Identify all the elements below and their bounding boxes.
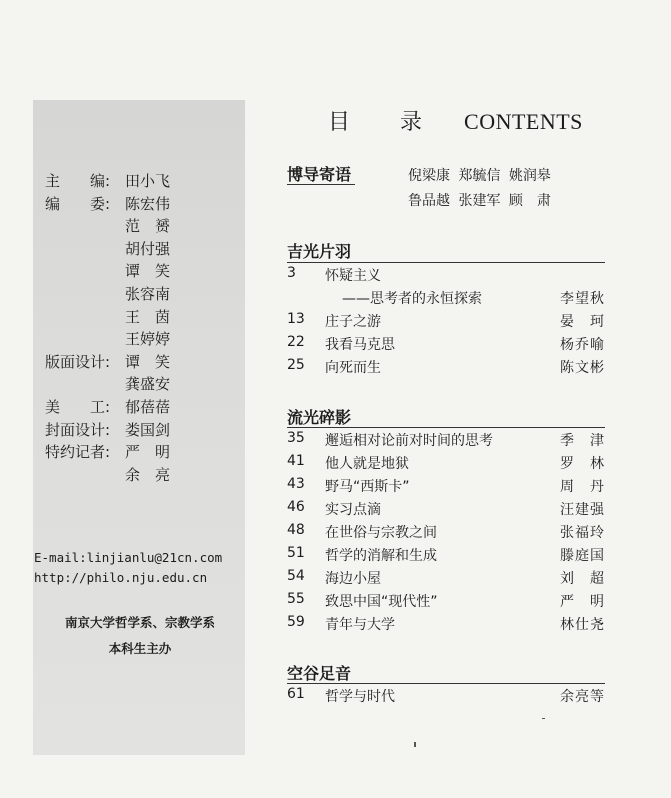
staff-name: 田小飞 <box>125 172 171 190</box>
page-title <box>328 105 583 136</box>
organizer-line-2: 本科生主办 <box>108 641 172 656</box>
toc-page: 61 <box>287 686 305 702</box>
toc-item <box>287 334 605 356</box>
toc-item <box>287 476 605 498</box>
scan-speck <box>414 742 416 747</box>
toc-author: 张福玲 <box>560 525 605 541</box>
staff-role: 主 编: <box>45 172 111 190</box>
toc-author: 杨乔喻 <box>560 337 605 353</box>
staff-name: 余 亮 <box>125 465 171 484</box>
toc-title: 向死而生 <box>325 360 381 376</box>
staff-name: 范 赟 <box>125 217 171 236</box>
toc-item <box>287 265 605 287</box>
staff-name: 严 明 <box>125 443 171 462</box>
section-rule <box>287 262 605 263</box>
toc-title: 实习点滴 <box>325 502 381 518</box>
staff-row <box>45 193 170 216</box>
section-title-konggu: 空谷足音 <box>287 664 352 683</box>
toc-page: 48 <box>287 522 305 538</box>
toc-author: 余亮等 <box>560 689 605 705</box>
staff-row <box>45 238 170 261</box>
staff-row <box>45 260 170 283</box>
title-zh-2: 录 <box>400 110 423 135</box>
toc-author: 严 明 <box>560 594 605 610</box>
toc-page: 25 <box>287 357 305 373</box>
toc-page: 22 <box>287 334 305 350</box>
staff-row <box>45 283 170 306</box>
toc-title: 他人就是地狱 <box>325 456 409 472</box>
toc-title: 野马“西斯卡” <box>325 479 410 495</box>
toc-item <box>287 453 605 475</box>
staff-role <box>45 464 125 487</box>
toc-author: 刘 超 <box>560 571 605 587</box>
toc-item <box>287 430 605 452</box>
toc-author: 季 津 <box>560 433 605 449</box>
staff-name: 谭 笑 <box>125 352 171 371</box>
section-title-liuguang: 流光碎影 <box>287 408 352 427</box>
staff-row <box>45 464 170 487</box>
staff-name: 张容南 <box>125 284 171 303</box>
toc-page: 59 <box>287 614 305 630</box>
toc-author: 罗 林 <box>560 456 605 472</box>
toc-item <box>287 288 605 310</box>
toc-item <box>287 357 605 379</box>
staff-name: 王 茵 <box>125 307 171 326</box>
staff-row <box>45 351 170 374</box>
toc-title: 哲学与时代 <box>325 689 395 705</box>
toc-title: 怀疑主义 <box>325 268 381 284</box>
staff-row <box>45 396 170 419</box>
staff-row <box>45 215 170 238</box>
website-text: http://philo.nju.edu.cn <box>34 570 208 585</box>
staff-row <box>45 306 170 329</box>
section-rule <box>287 427 605 428</box>
staff-list <box>45 170 170 486</box>
toc-page: 46 <box>287 499 305 515</box>
toc-subtitle: ——思考者的永恒探索 <box>342 291 482 307</box>
toc-author: 滕庭国 <box>560 548 605 564</box>
toc-item <box>287 568 605 590</box>
toc-page: 55 <box>287 591 305 607</box>
staff-role <box>45 260 125 283</box>
staff-role: 特约记者: <box>45 443 111 462</box>
toc-item <box>287 522 605 544</box>
staff-role <box>45 238 125 261</box>
staff-row <box>45 419 170 442</box>
staff-role <box>45 283 125 306</box>
toc-author: 李望秋 <box>560 291 605 307</box>
staff-role: 封面设计: <box>45 420 111 439</box>
staff-role <box>45 215 125 238</box>
toc-title: 青年与大学 <box>325 617 395 633</box>
toc-title: 庄子之游 <box>325 314 381 330</box>
toc-title: 致思中国“现代性” <box>325 594 438 610</box>
staff-name: 郁蓓蓓 <box>125 397 171 416</box>
section-rule <box>287 683 605 684</box>
toc-page: 35 <box>287 430 305 446</box>
staff-name: 王婷婷 <box>125 330 171 349</box>
toc-title: 我看马克思 <box>325 337 395 353</box>
toc-item <box>287 545 605 567</box>
toc-item <box>287 686 605 708</box>
staff-row <box>45 328 170 351</box>
toc-item <box>287 499 605 521</box>
toc-page: 43 <box>287 476 305 492</box>
toc-title: 邂逅相对论前对时间的思考 <box>325 433 493 449</box>
staff-name: 娄国剑 <box>125 420 171 439</box>
staff-row <box>45 373 170 396</box>
section-title-guest: 博导寄语 <box>287 165 352 184</box>
staff-role <box>45 328 125 351</box>
staff-role: 编 委: <box>45 194 111 213</box>
guest-names-line-1: 倪梁康 郑毓信 姚润皋 <box>408 168 551 184</box>
title-zh-1: 目 <box>328 110 351 135</box>
toc-page: 41 <box>287 453 305 469</box>
staff-role: 美 工: <box>45 397 111 416</box>
toc-item <box>287 614 605 636</box>
toc-item <box>287 311 605 333</box>
staff-name: 谭 笑 <box>125 262 171 281</box>
title-en: CONTENTS <box>464 109 583 134</box>
staff-role <box>45 373 125 396</box>
toc-page: 13 <box>287 311 305 327</box>
guest-names-line-2: 鲁品越 张建军 顾 肃 <box>408 193 551 209</box>
organizer-line-1: 南京大学哲学系、宗教学系 <box>64 615 215 630</box>
staff-role <box>45 306 125 329</box>
toc-page: 51 <box>287 545 305 561</box>
section-underline <box>287 184 355 185</box>
toc-title: 海边小屋 <box>325 571 381 587</box>
toc-page: 3 <box>287 265 296 281</box>
toc-author: 晏 珂 <box>560 314 605 330</box>
toc-title: 哲学的消解和生成 <box>325 548 437 564</box>
staff-row <box>45 441 170 464</box>
toc-author: 林仕尧 <box>560 617 605 633</box>
toc-author: 汪建强 <box>560 502 605 518</box>
toc-page: 54 <box>287 568 305 584</box>
section-title-jiguang: 吉光片羽 <box>287 242 352 261</box>
email-text: E-mail:linjianlu@21cn.com <box>34 550 223 565</box>
scan-speck <box>542 718 545 719</box>
staff-name: 陈宏伟 <box>125 194 171 213</box>
toc-item <box>287 591 605 613</box>
staff-name: 胡付强 <box>125 239 171 258</box>
contact-block <box>34 548 222 588</box>
staff-role: 版面设计: <box>45 352 111 371</box>
toc-title: 在世俗与宗教之间 <box>325 525 437 541</box>
toc-author: 陈文彬 <box>560 360 605 376</box>
organizer-block <box>36 610 244 662</box>
toc-author: 周 丹 <box>560 479 605 495</box>
staff-name: 龚盛安 <box>125 375 171 394</box>
staff-row <box>45 170 170 193</box>
